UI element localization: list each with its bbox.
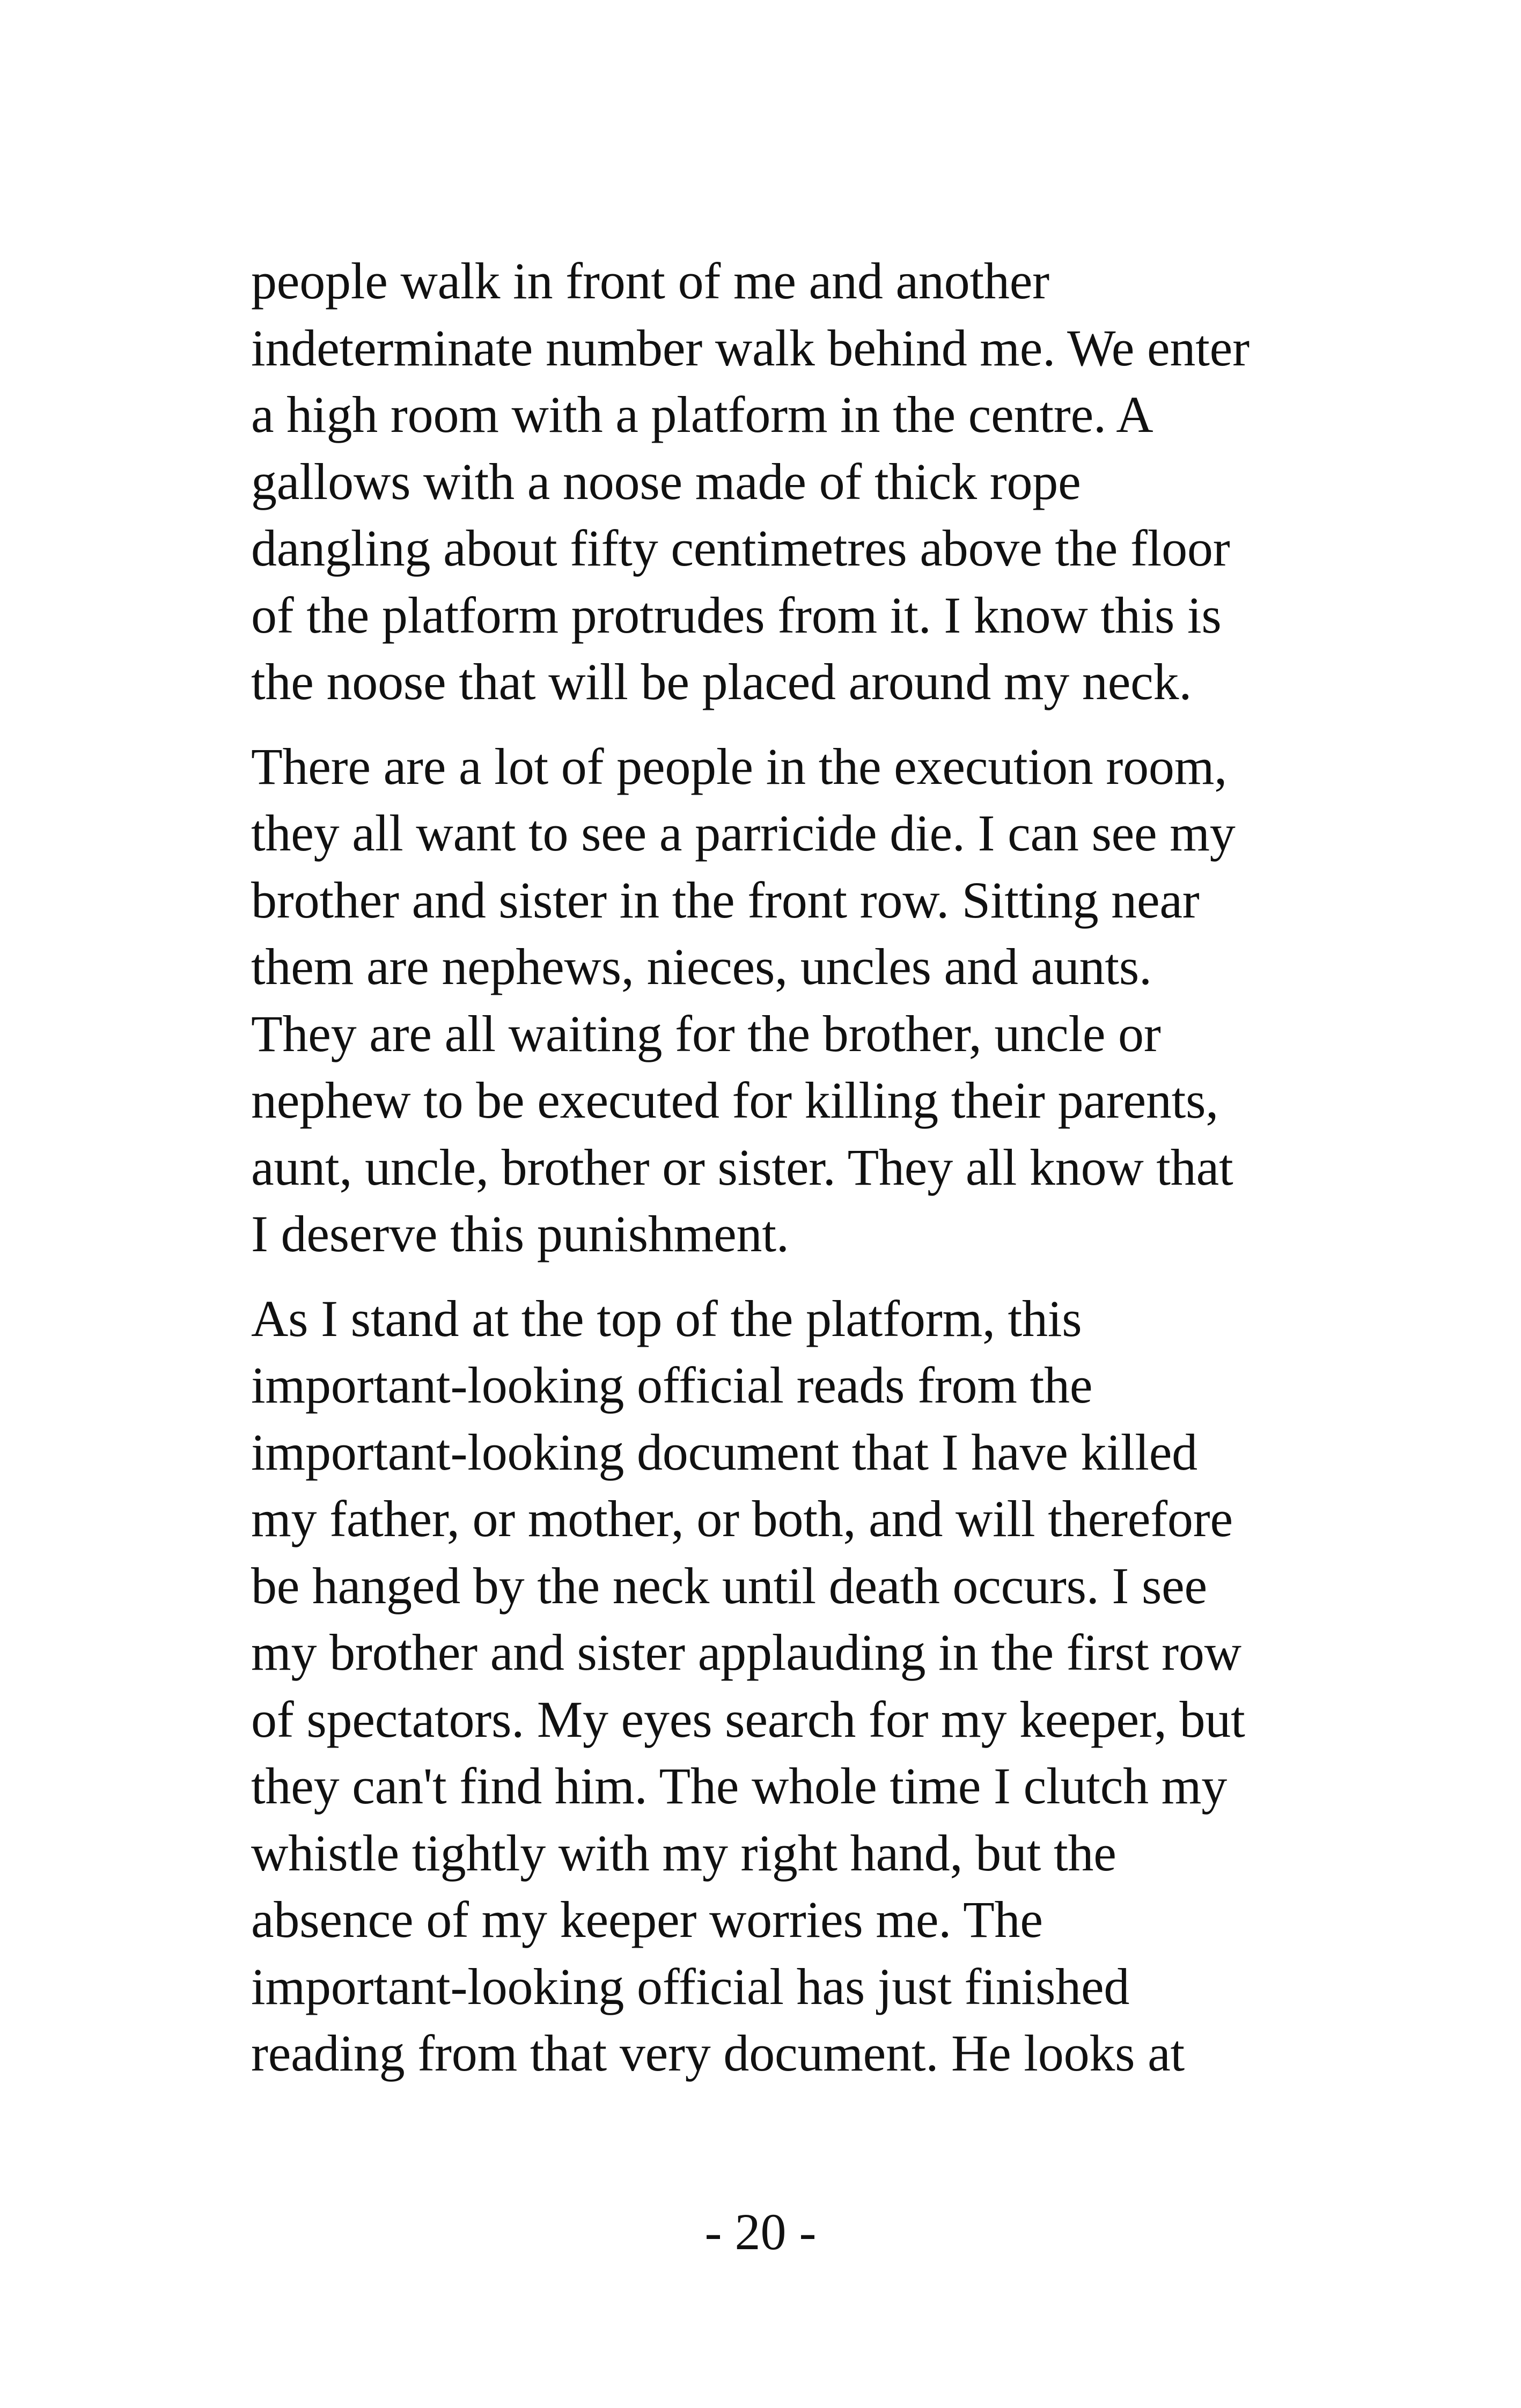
text-line: aunt, uncle, brother or sister. They all know that	[251, 1138, 1233, 1196]
text-line: dangling about fifty centimetres above the floor	[251, 519, 1230, 577]
text-line: they can't find him. The whole time I clutch my	[251, 1757, 1228, 1815]
text-line: of spectators. My eyes search for my keeper, but	[251, 1690, 1245, 1748]
body-text	[251, 248, 1324, 2105]
text-line: reading from that very document. He looks at	[251, 2024, 1185, 2082]
text-line: There are a lot of people in the execution room,	[251, 737, 1227, 795]
text-line: people walk in front of me and another	[251, 252, 1049, 310]
text-line: be hanged by the neck until death occurs. I see	[251, 1557, 1207, 1614]
text-line: absence of my keeper worries me. The	[251, 1891, 1043, 1948]
text-line: a high room with a platform in the centre. A	[251, 386, 1153, 443]
paragraph-1	[251, 248, 1324, 716]
text-line: brother and sister in the front row. Sitting near	[251, 871, 1200, 929]
text-line: of the platform protrudes from it. I know this is	[251, 586, 1222, 644]
text-line: important-looking official reads from the	[251, 1356, 1093, 1414]
text-line: important-looking official has just finished	[251, 1957, 1130, 2015]
text-line: indeterminate number walk behind me. We enter	[251, 319, 1250, 377]
page-number: - 20 -	[704, 2203, 817, 2260]
text-line: They are all waiting for the brother, uncle or	[251, 1004, 1161, 1062]
text-line: my father, or mother, or both, and will therefore	[251, 1490, 1233, 1547]
text-line: whistle tightly with my right hand, but the	[251, 1824, 1116, 1882]
text-line: nephew to be executed for killing their parents,	[251, 1071, 1219, 1129]
paragraph-2	[251, 733, 1324, 1268]
text-line: my brother and sister applauding in the first row	[251, 1624, 1241, 1681]
text-line: I deserve this punishment.	[251, 1205, 789, 1262]
text-line: they all want to see a parricide die. I can see my	[251, 804, 1236, 862]
text-line: them are nephews, nieces, uncles and aunts.	[251, 938, 1152, 995]
text-line: the noose that will be placed around my neck.	[251, 653, 1192, 710]
paragraph-3	[251, 1286, 1324, 2087]
text-line: important-looking document that I have killed	[251, 1423, 1197, 1481]
text-line: As I stand at the top of the platform, this	[251, 1289, 1082, 1347]
text-line: gallows with a noose made of thick rope	[251, 452, 1081, 510]
